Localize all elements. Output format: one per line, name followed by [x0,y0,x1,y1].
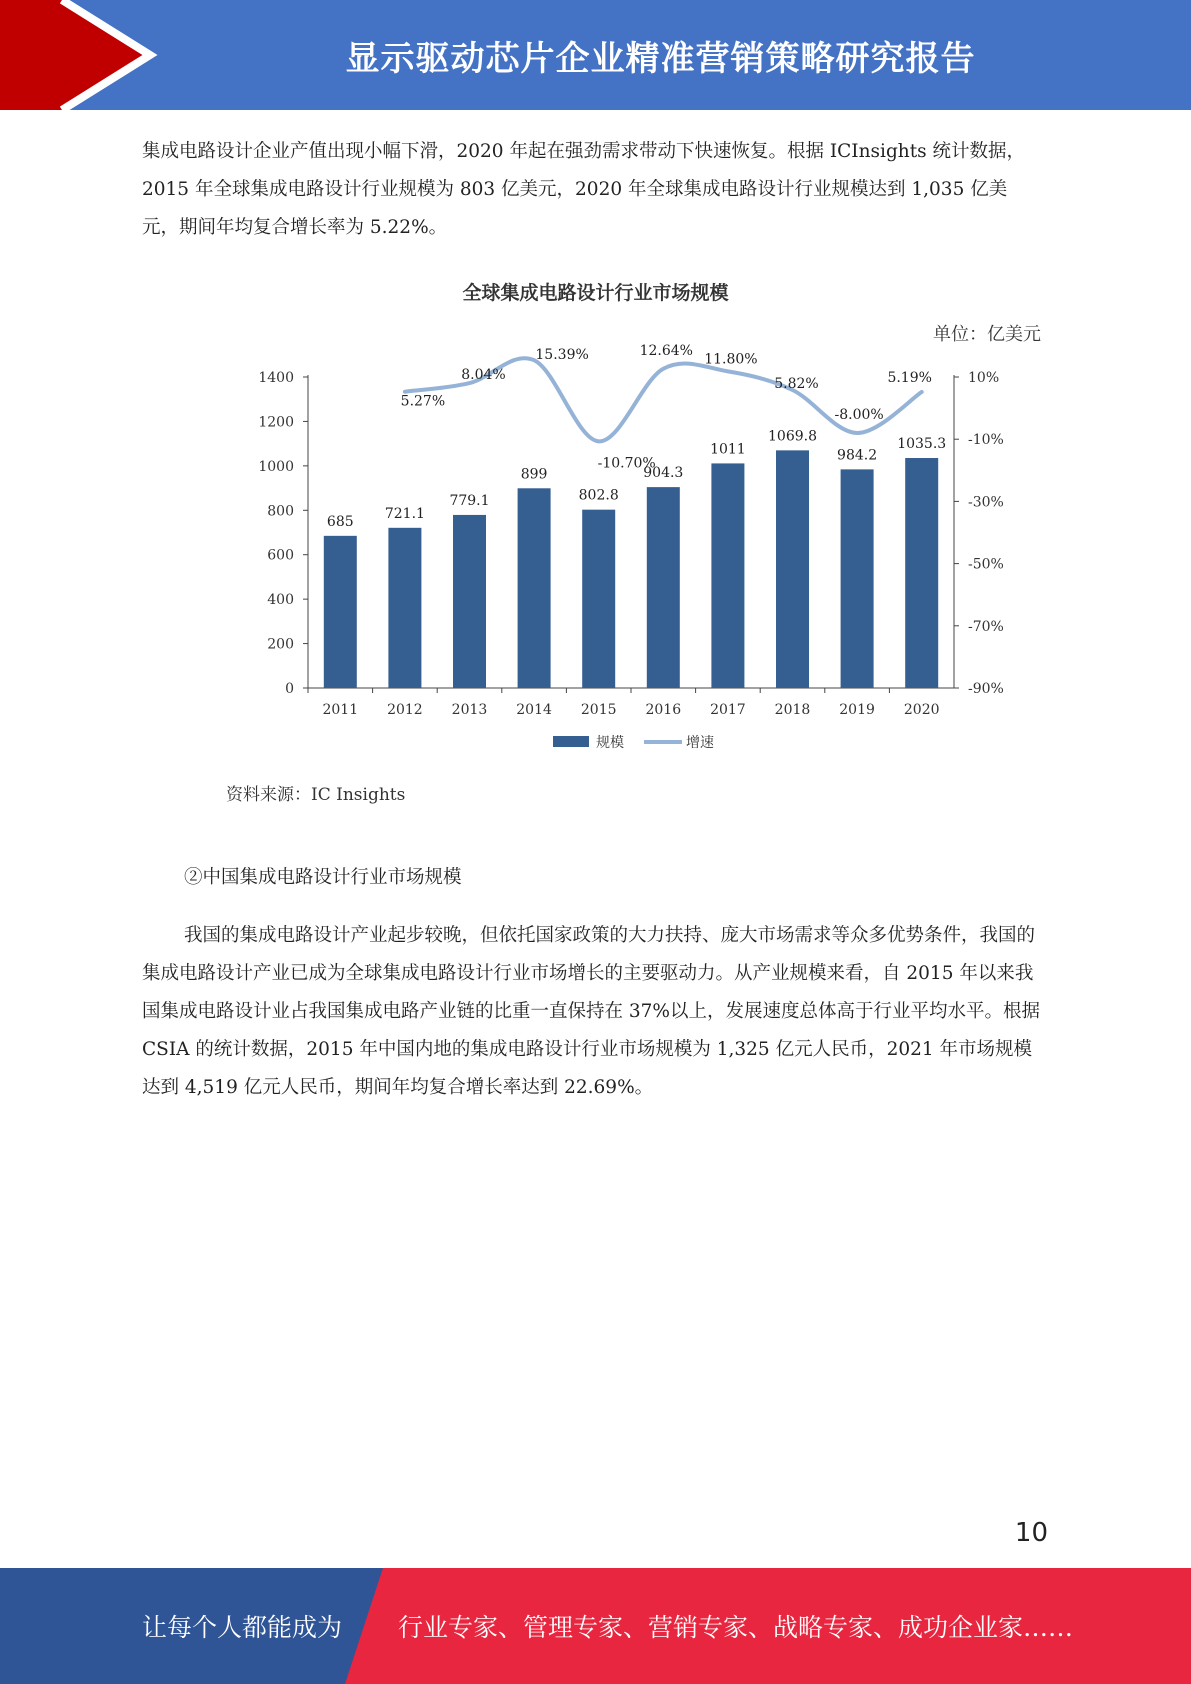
page-number: 10 [1014,1518,1048,1548]
bar-value-label: 802.8 [578,487,619,504]
x-tick-label: 2014 [516,702,552,718]
intro-paragraph: 集成电路设计企业产值出现小幅下滑，2020 年起在强劲需求带动下快速恢复。根据 ICInsights 统计数据，2015 年全球集成电路设计行业规模为 803 亿美元，2020 年全球集成电路设计行业规模达到 1,035 亿美元，期间年均复合增长率为 5.22%。 [142,141,1026,238]
right-tick-label: -50% [968,556,1004,573]
x-tick-label: 2018 [774,702,811,718]
chart-unit-label: 单位：亿美元 [933,324,1041,345]
bar-2018 [776,450,809,688]
left-tick-label: 1000 [258,458,294,475]
growth-point-label: 5.19% [887,369,932,386]
left-tick-label: 0 [285,681,294,697]
x-tick-label: 2012 [387,702,423,718]
right-tick-label: -90% [968,681,1004,697]
footer-slogan-right: 行业专家、管理专家、营销专家、战略专家、成功企业家…… [398,1613,1074,1642]
x-tick-label: 2016 [645,702,682,718]
bar-2015 [582,510,615,688]
legend-bar-label: 规模 [596,735,624,751]
left-tick-label: 1400 [258,370,294,386]
left-tick-label: 800 [267,503,294,520]
bar-2012 [388,528,421,688]
legend-bar-swatch [553,736,589,747]
growth-point-label: 5.82% [774,375,819,392]
bar-2011 [324,536,357,688]
bar-value-label: 899 [520,466,548,483]
growth-point-label: -8.00% [834,406,884,423]
growth-point-label: 5.27% [400,393,446,410]
bar-2014 [518,488,551,688]
bar-2013 [453,515,486,688]
chart-source-note: 资料来源：IC Insights [226,785,406,805]
right-tick-label: 10% [968,370,1000,386]
left-tick-label: 600 [267,547,294,564]
bar-value-label: 984.2 [837,447,878,464]
growth-point-label: 12.64% [639,342,693,359]
x-tick-label: 2017 [710,702,746,718]
growth-point-label: 8.04% [461,367,506,384]
legend-line-label: 增速 [686,735,714,751]
chart-title: 全球集成电路设计行业市场规模 [462,282,729,304]
growth-point-label: 15.39% [535,347,589,364]
x-tick-label: 2020 [903,702,940,718]
right-tick-label: -70% [968,618,1004,635]
right-tick-label: -10% [968,432,1004,449]
footer-slogan-left: 让每个人都能成为 [142,1613,343,1642]
section-heading: ②中国集成电路设计行业市场规模 [184,867,462,888]
bar-2019 [841,469,874,688]
bar-value-label: 1035.3 [897,436,947,453]
bar-value-label: 1011 [710,441,746,458]
x-tick-label: 2019 [839,702,875,718]
footer-banner [0,1568,1191,1684]
report-title: 显示驱动芯片企业精准营销策略研究报告 [345,38,976,79]
left-tick-label: 1200 [258,414,294,431]
china-market-paragraph: 我国的集成电路设计产业起步较晚，但依托国家政策的大力扶持、庞大市场需求等众多优势条件，我国的集成电路设计产业已成为全球集成电路设计行业市场增长的主要驱动力。从产业规模来看，自 2015 年以来我国集成电路设计业占我国集成电路产业链的比重一直保持在 37%以上，发展速度总体高于行业平均水平。根据 CSIA 的统计数据，2015 年中国内地的集成电路设计行业市场规模为 1,325 亿元人民币，2021 年市场规模达到 4,519 亿元人民币，期间年均复合增长率达到 22.69%。 [142,925,1041,1098]
growth-point-label: -10.70% [597,455,656,472]
bar-value-label: 904.3 [643,465,684,482]
bar-value-label: 779.1 [449,492,490,509]
bar-value-label: 1069.8 [768,428,817,445]
right-tick-label: -30% [968,494,1004,511]
bar-value-label: 685 [326,513,354,530]
left-tick-label: 200 [267,636,294,653]
x-tick-label: 2013 [451,702,488,718]
bar-2017 [711,463,744,688]
x-tick-label: 2015 [580,702,617,718]
growth-point-label: 11.80% [704,351,758,368]
bar-value-label: 721.1 [384,505,425,522]
left-tick-label: 400 [267,592,294,609]
bar-2020 [905,458,938,688]
x-tick-label: 2011 [322,702,359,718]
bar-2016 [647,487,680,688]
